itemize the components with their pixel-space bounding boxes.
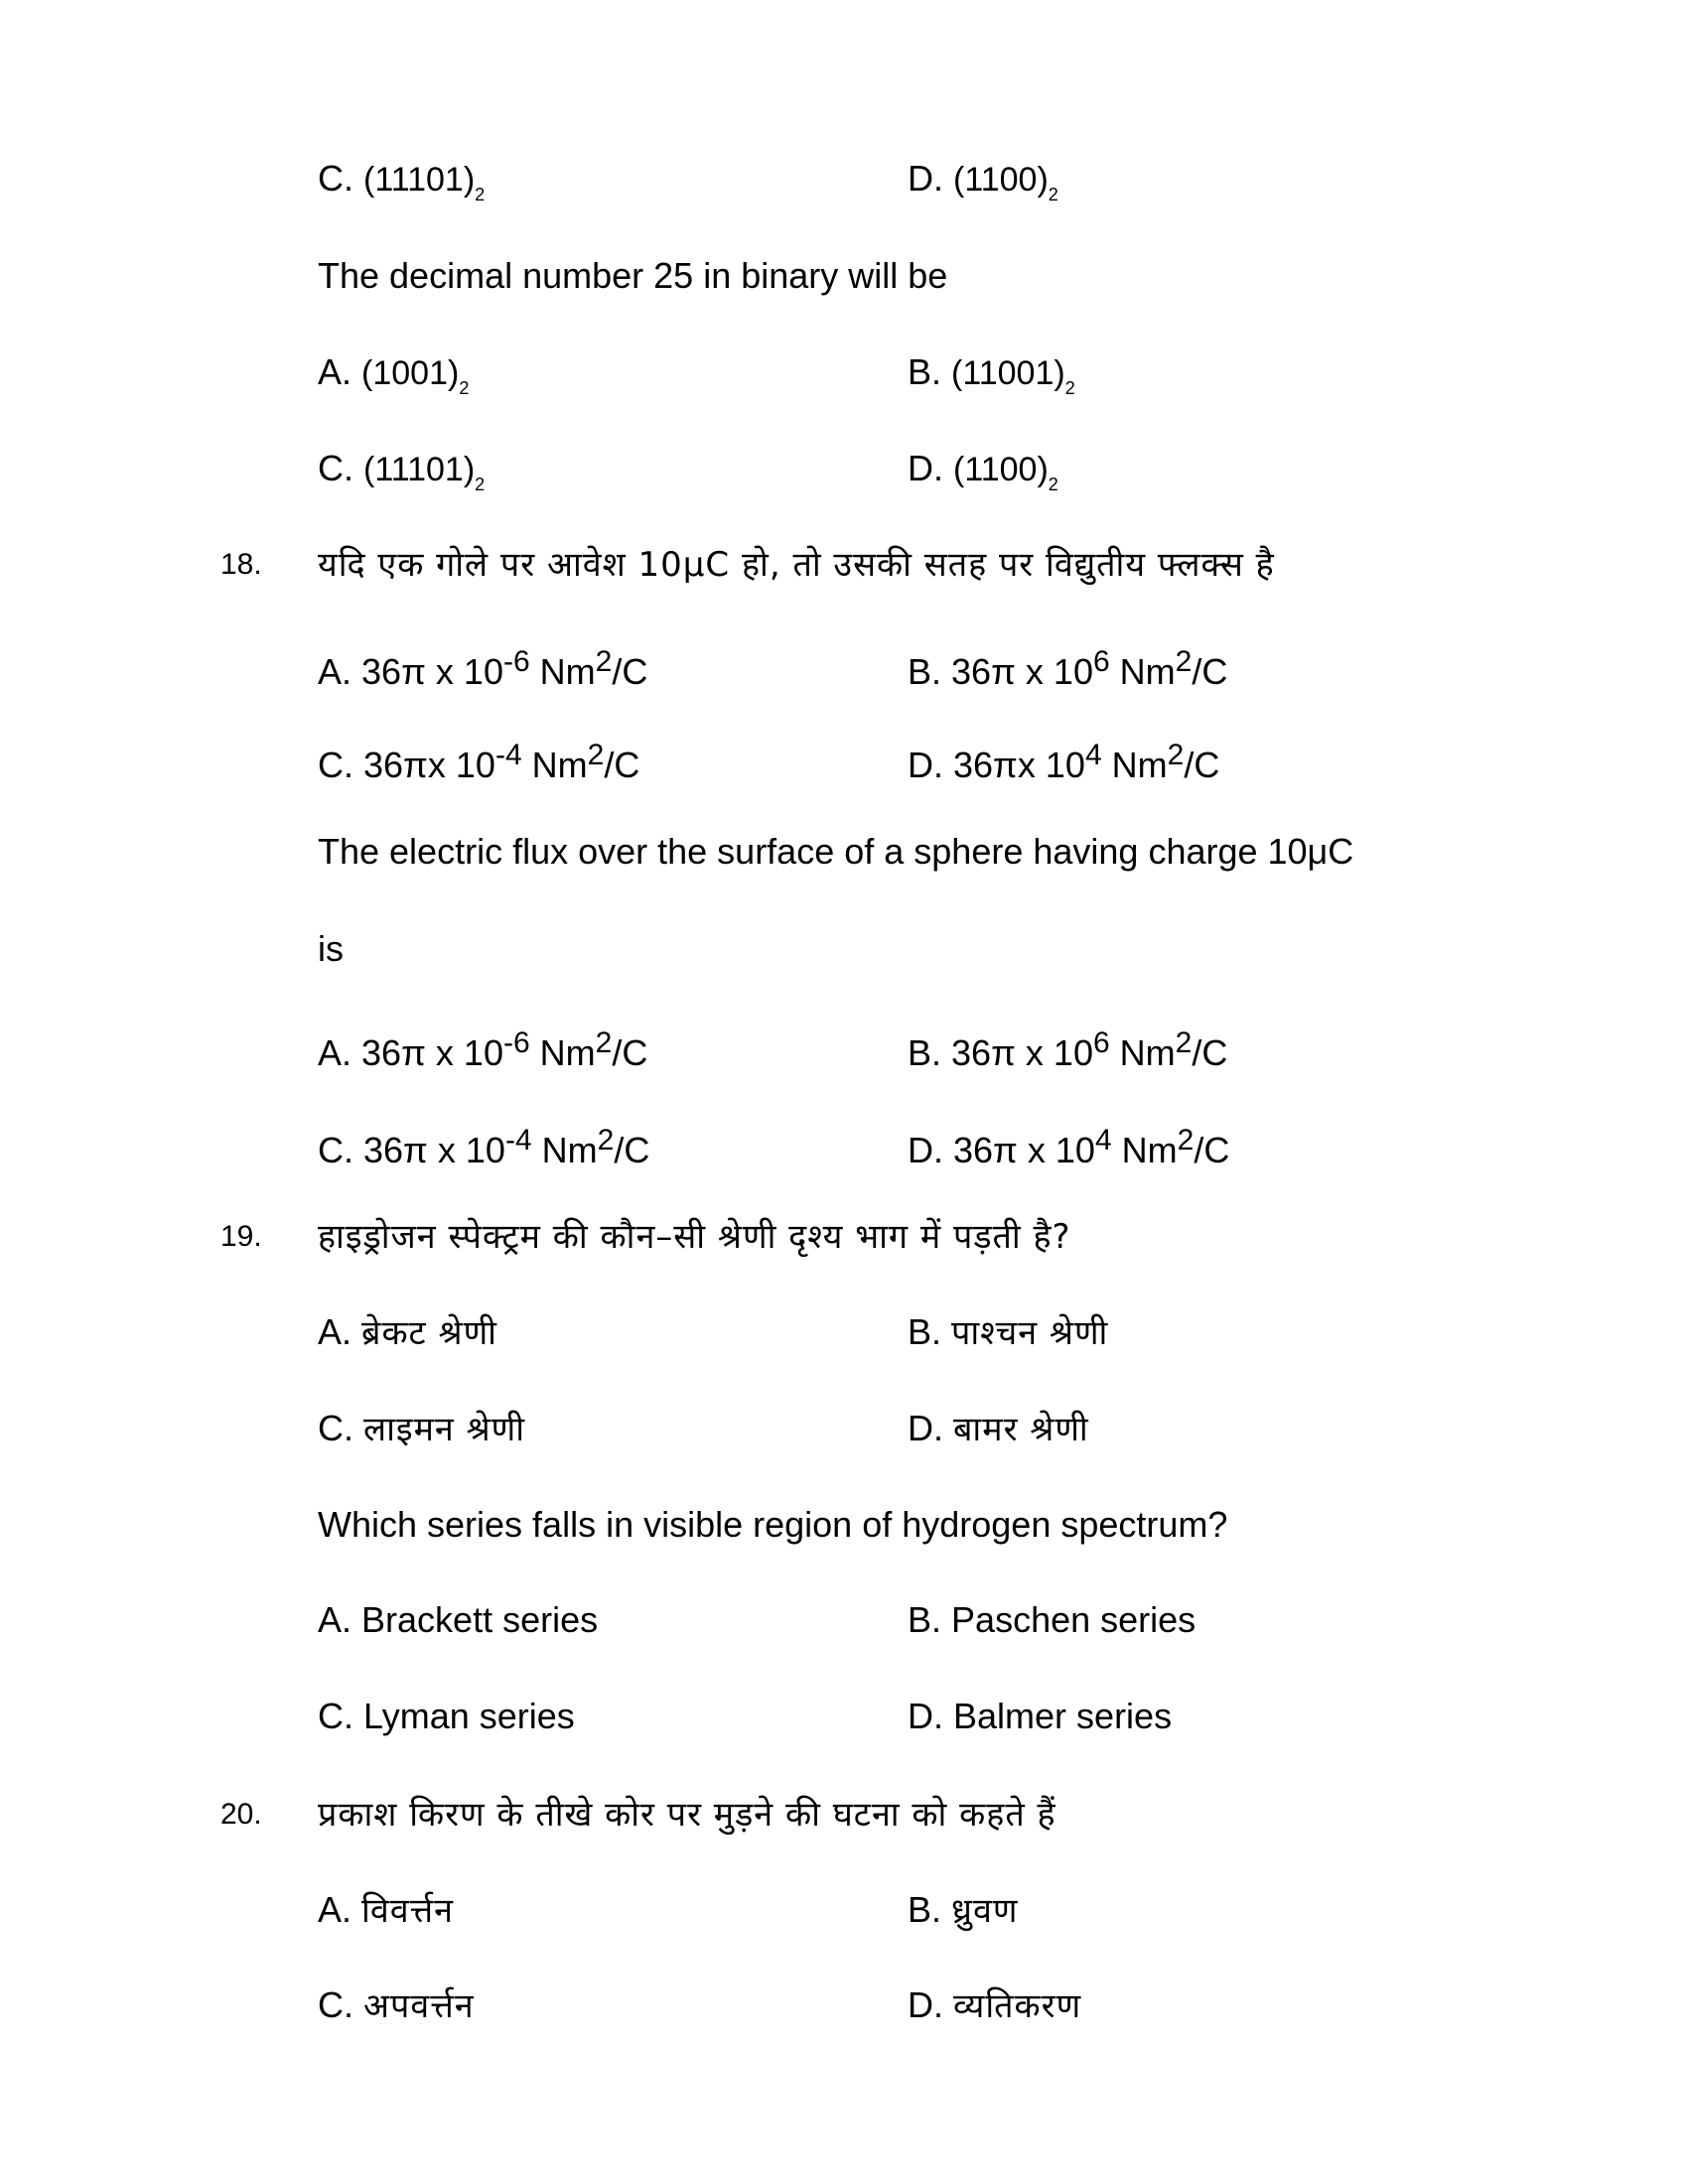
option-label: C. xyxy=(318,745,353,785)
q17-english-stem-row xyxy=(0,246,1688,306)
option-b xyxy=(908,1302,1108,1363)
option-text: Brackett series xyxy=(361,1599,599,1640)
option-label: A. xyxy=(318,651,352,692)
option-b xyxy=(908,342,1075,418)
q19-hindi-options-row-2 xyxy=(0,1399,1688,1458)
option-text: लाइमन श्रेणी xyxy=(363,1410,526,1449)
option-value: (11101) xyxy=(363,451,476,488)
unit: /C xyxy=(1184,745,1220,785)
option-d xyxy=(908,1976,1081,2036)
question-stem-hindi: हाइड्रोजन स्पेक्ट्रम की कौन–सी श्रेणी दृश्य भाग में पड़ती है? xyxy=(318,1217,1071,1257)
exponent: 6 xyxy=(1092,645,1110,678)
option-label: C. xyxy=(318,1130,353,1170)
unit: Nm xyxy=(1109,651,1176,692)
option-label: D. xyxy=(908,1408,943,1448)
option-text: ध्रुवण xyxy=(951,1891,1019,1931)
unit: /C xyxy=(614,1130,650,1170)
q19-hindi-stem-row xyxy=(0,1207,1688,1267)
option-base: 2 xyxy=(1048,185,1058,205)
option-value: (11101) xyxy=(363,161,476,199)
option-label: B. xyxy=(908,351,942,392)
question-stem-hindi: प्रकाश किरण के तीखे कोर पर मुड़ने की घटना को कहते हैं xyxy=(318,1795,1056,1835)
option-c xyxy=(318,1399,525,1459)
option-text: ब्रेकट श्रेणी xyxy=(361,1313,497,1353)
q18-english-options-row-2 xyxy=(0,1111,1688,1170)
q20-hindi-stem-row xyxy=(0,1785,1688,1844)
option-text: विवर्त्तन xyxy=(361,1891,455,1931)
option-d xyxy=(908,1399,1089,1459)
option-value: (11001) xyxy=(951,354,1065,392)
option-base: 2 xyxy=(475,185,486,205)
option-text: व्यतिकरण xyxy=(953,1986,1082,2026)
unit: Nm xyxy=(529,1032,596,1073)
option-value: 36πx 10 xyxy=(953,745,1085,785)
option-label: B. xyxy=(908,1889,942,1930)
option-d xyxy=(908,149,1058,224)
exponent: 2 xyxy=(1175,645,1193,678)
option-value: 36π x 10 xyxy=(953,1130,1095,1170)
exponent: 2 xyxy=(587,739,605,771)
option-label: A. xyxy=(318,351,352,392)
question-stem: The electric flux over the surface of a sphere having charge 10μC xyxy=(318,831,1354,872)
unit: Nm xyxy=(1109,1032,1176,1073)
exponent: -4 xyxy=(494,739,522,771)
exponent: 2 xyxy=(1167,739,1185,771)
exponent: -6 xyxy=(502,1026,530,1059)
option-a xyxy=(318,1590,598,1650)
q18-hindi-options-row-1 xyxy=(0,632,1688,692)
option-value: 36π x 10 xyxy=(361,1032,503,1073)
option-text: अपवर्त्तन xyxy=(363,1986,475,2026)
unit: /C xyxy=(604,745,640,785)
option-label: A. xyxy=(318,1311,352,1352)
option-c xyxy=(318,149,485,224)
option-label: C. xyxy=(318,1696,353,1736)
q19-hindi-options-row-1 xyxy=(0,1302,1688,1362)
option-label: D. xyxy=(908,1130,943,1170)
option-text: Balmer series xyxy=(953,1696,1173,1736)
option-value: (1100) xyxy=(953,161,1049,199)
option-label: B. xyxy=(908,1599,942,1640)
option-c xyxy=(318,439,485,514)
option-a xyxy=(318,1014,647,1083)
q17-english-options-row-1 xyxy=(0,342,1688,402)
option-text: बामर श्रेणी xyxy=(953,1410,1089,1449)
option-label: D. xyxy=(908,1696,943,1736)
q20-hindi-options-row-2 xyxy=(0,1976,1688,2035)
option-base: 2 xyxy=(1064,378,1075,398)
option-a xyxy=(318,632,647,702)
q20-hindi-options-row-1 xyxy=(0,1880,1688,1940)
question-stem: The decimal number 25 in binary will be xyxy=(318,255,948,296)
option-label: C. xyxy=(318,158,353,199)
option-c xyxy=(318,726,639,795)
option-value: 36πx 10 xyxy=(363,745,495,785)
unit: Nm xyxy=(529,651,596,692)
q17-hindi-options-row-2 xyxy=(0,149,1688,208)
q18-hindi-options-row-2 xyxy=(0,726,1688,785)
exponent: 6 xyxy=(1092,1026,1110,1059)
option-text: पाश्चन श्रेणी xyxy=(951,1313,1109,1353)
q18-hindi-stem-row xyxy=(0,535,1688,595)
option-d xyxy=(908,1111,1229,1180)
option-value: 36π x 10 xyxy=(951,651,1093,692)
q18-english-options-row-1 xyxy=(0,1014,1688,1073)
option-b xyxy=(908,1014,1227,1083)
option-value: 36π x 10 xyxy=(951,1032,1093,1073)
option-label: D. xyxy=(908,745,943,785)
unit: Nm xyxy=(531,1130,598,1170)
option-label: B. xyxy=(908,651,942,692)
unit: /C xyxy=(612,651,648,692)
q18-english-stem-row-1 xyxy=(0,822,1688,882)
option-b xyxy=(908,1880,1018,1941)
question-number: 19. xyxy=(220,1220,262,1253)
option-base: 2 xyxy=(475,475,486,494)
question-stem-hindi: यदि एक गोले पर आवेश 10μC हो, तो उसकी सतह पर विद्युतीय फ्लक्स है xyxy=(318,545,1275,585)
option-value: (1100) xyxy=(953,451,1049,488)
question-number: 18. xyxy=(220,548,262,581)
option-d xyxy=(908,439,1058,514)
unit: /C xyxy=(1194,1130,1230,1170)
exponent: 4 xyxy=(1084,739,1102,771)
option-label: A. xyxy=(318,1032,352,1073)
option-label: B. xyxy=(908,1032,942,1073)
option-base: 2 xyxy=(459,378,470,398)
option-text: Paschen series xyxy=(951,1599,1196,1640)
exponent: 2 xyxy=(597,1124,615,1157)
exponent: 2 xyxy=(1177,1124,1195,1157)
unit: Nm xyxy=(1111,1130,1178,1170)
option-a xyxy=(318,1880,454,1941)
question-stem: Which series falls in visible region of hydrogen spectrum? xyxy=(318,1504,1228,1545)
exponent: 2 xyxy=(1175,1026,1193,1059)
option-d xyxy=(908,1687,1172,1746)
q17-english-options-row-2 xyxy=(0,439,1688,498)
unit: Nm xyxy=(521,745,588,785)
exponent: 4 xyxy=(1094,1124,1112,1157)
unit: /C xyxy=(612,1032,648,1073)
option-label: C. xyxy=(318,1984,353,2025)
question-stem-continuation: is xyxy=(318,928,344,969)
option-a xyxy=(318,1302,497,1363)
option-b xyxy=(908,632,1227,702)
option-c xyxy=(318,1111,649,1180)
option-label: D. xyxy=(908,1984,943,2025)
unit: /C xyxy=(1192,651,1228,692)
option-label: D. xyxy=(908,158,943,199)
option-c xyxy=(318,1976,475,2036)
question-number: 20. xyxy=(220,1798,262,1831)
unit: Nm xyxy=(1101,745,1168,785)
option-b xyxy=(908,1590,1196,1650)
exponent: 2 xyxy=(595,1026,613,1059)
option-a xyxy=(318,342,469,418)
option-value: 36π x 10 xyxy=(363,1130,505,1170)
option-label: A. xyxy=(318,1889,352,1930)
exponent: -4 xyxy=(504,1124,532,1157)
option-label: B. xyxy=(908,1311,942,1352)
q18-english-stem-row-2 xyxy=(0,919,1688,979)
option-base: 2 xyxy=(1048,475,1058,494)
option-label: C. xyxy=(318,1408,353,1448)
q19-english-options-row-1 xyxy=(0,1590,1688,1650)
q19-english-options-row-2 xyxy=(0,1687,1688,1746)
option-text: Lyman series xyxy=(363,1696,575,1736)
option-value: (1001) xyxy=(361,354,460,392)
option-c xyxy=(318,1687,575,1746)
unit: /C xyxy=(1192,1032,1228,1073)
option-label: D. xyxy=(908,448,943,488)
option-label: A. xyxy=(318,1599,352,1640)
option-d xyxy=(908,726,1219,795)
q19-english-stem-row xyxy=(0,1495,1688,1555)
exponent: 2 xyxy=(595,645,613,678)
exponent: -6 xyxy=(502,645,530,678)
option-value: 36π x 10 xyxy=(361,651,503,692)
option-label: C. xyxy=(318,448,353,488)
